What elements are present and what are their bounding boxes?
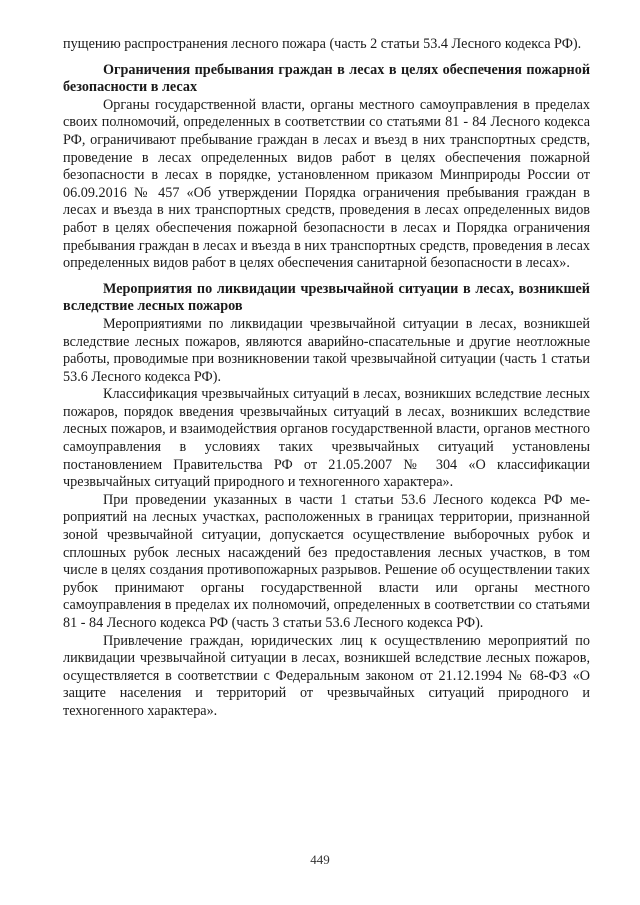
section-heading-emergency-measures: Мероприятия по ликвидации чрезвычайной ситуации в лесах, возникшей вследствие лесных пожаров: [63, 280, 590, 315]
document-page: [63, 36, 590, 721]
page-number: 449: [310, 852, 330, 867]
body-paragraph: Мероприятиями по ликвидации чрезвычайной ситуации в лесах, возникшей вследствие лесных пожаров, являются аварийно-спасательные и другие неотложные работы, проводимые при возникновении такой чрезвычайной ситуации (часть 1 статьи 53.6 Лесного кодекса РФ).: [63, 315, 590, 385]
section-heading-fire-restrictions: Ограничения пребывания граждан в лесах в целях обеспечения пожарной безопасности в лесах: [63, 61, 590, 96]
body-paragraph: Органы государственной власти, органы местного самоуправления в пределах своих полномочий, определенных в соответствии со статьями 81 - 84 Лесного кодекса РФ, ограничивают пребывание граждан в лесах и въезд в них транспортных средств, проведение в лесах определенных видов работ в целях обеспечения пожарной безопасности в лесах в порядке, установленном приказом Минприроды России от 06.09.2016 № 457 «Об утверждении Порядка ограничения пребывания граждан в лесах и въезда в них транспортных средств, проведения в лесах определенных видов работ в целях обеспечения пожарной безопасности в лесах и Порядка ограничения пребывания граждан в лесах и въезда в них транспортных средств, проведения в лесах определенных видов работ в целях обеспечения санитарной безопасности в лесах».: [63, 96, 590, 272]
body-paragraph: Привлечение граждан, юридических лиц к осуществлению мероприятий по ликвидации чрезвычайной ситуации в лесах, возникшей вследствие лесных пожаров, осуществляется в соответствии с Федеральным законом от 21.12.1994 № 68-ФЗ «О защите населения и территорий от чрезвычайных ситуаций природного и техногенного характера».: [63, 632, 590, 719]
body-paragraph: При проведении указанных в части 1 статьи 53.6 Лесного кодекса РФ мероприятий на лесных участках, расположенных в границах территории, признанной зоной чрезвычайной ситуации, допускается осуществление выборочных рубок и сплошных рубок лесных насаждений без предоставления лесных участков, в том числе в целях создания противопожарных разрывов. Решение об осуществлении таких рубок принимают органы государственной власти или органы местного самоуправления в пределах их полномочий, определенных в соответствии со статьями 81 - 84 Лесного кодекса РФ (часть 3 статьи 53.6 Лесного кодекса РФ).: [63, 491, 590, 631]
continuation-paragraph: пущению распространения лесного пожара (часть 2 статьи 53.4 Лесного кодекса РФ).: [63, 36, 582, 52]
body-paragraph: Классификация чрезвычайных ситуаций в лесах, возникших вследствие лесных пожаров, порядок введения чрезвычайных ситуаций в лесах, возникших вследствие лесных пожаров, и взаимодействия органов государственной власти, органов местного самоуправления в условиях таких чрезвычайных ситуаций установлены постановлением Правительства РФ от 21.05.2007 № 304 «О классификации чрезвычайных ситуаций природного и техногенного характера».: [63, 386, 590, 491]
